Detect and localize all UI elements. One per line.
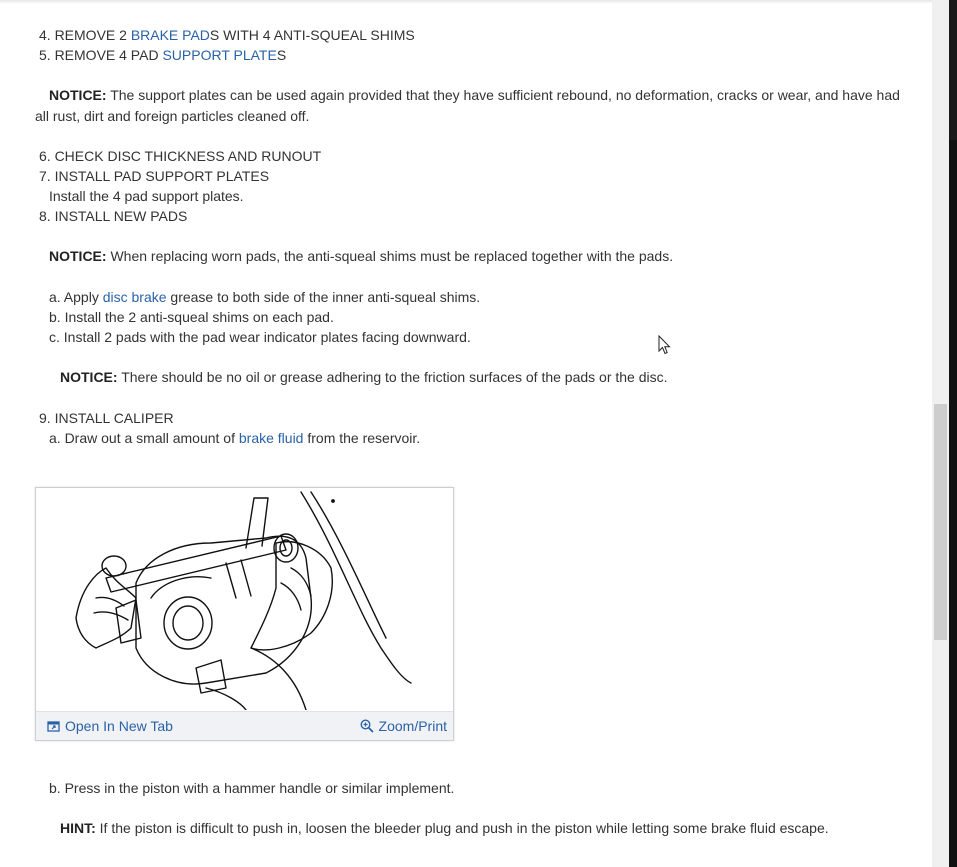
notice-1-label: NOTICE: — [49, 87, 107, 103]
brake-pad-link[interactable]: BRAKE PAD — [130, 27, 210, 43]
notice-3-text: There should be no oil or grease adhering to the friction surfaces of the pads or the disc. — [117, 369, 668, 385]
hint-text: If the piston is difficult to push in, loosen the bleeder plug and push in the piston while letting some brake fluid escape. — [95, 820, 829, 836]
hint-label: HINT: — [60, 820, 96, 836]
caliper-piston-illustration — [36, 488, 453, 710]
step-8a — [49, 287, 480, 307]
step-8a-prefix: a. Apply — [49, 289, 103, 305]
step-9a-prefix: a. Draw out a small amount of — [49, 430, 239, 446]
step-6: 6. CHECK DISC THICKNESS AND RUNOUT — [39, 148, 322, 164]
notice-2 — [49, 246, 673, 266]
step-8c: c. Install 2 pads with the pad wear indicator plates facing downward. — [49, 329, 471, 345]
open-in-new-tab-icon — [47, 720, 60, 733]
window-edge — [949, 140, 957, 867]
step-9: 9. INSTALL CALIPER — [39, 410, 174, 426]
scrollbar-thumb[interactable] — [934, 404, 947, 640]
hint — [60, 818, 829, 838]
step-9a-suffix: from the reservoir. — [303, 430, 421, 446]
notice-1-text: The support plates can be used again provided that they have sufficient rebound, no deformation, cracks or wear, and have had — [106, 87, 900, 103]
step-8: 8. INSTALL NEW PADS — [39, 208, 188, 224]
zoom-print-button[interactable] — [360, 718, 447, 734]
notice-1 — [49, 85, 900, 105]
step-5 — [39, 45, 286, 65]
step-8b: b. Install the 2 anti-squeal shims on each pad. — [49, 309, 334, 325]
open-in-new-tab-label: Open In New Tab — [65, 718, 173, 734]
open-in-new-tab-button[interactable] — [47, 718, 173, 734]
disc-brake-link[interactable]: disc brake — [102, 289, 167, 305]
notice-2-label: NOTICE: — [49, 248, 107, 264]
notice-3 — [60, 367, 668, 387]
vertical-scrollbar[interactable] — [932, 0, 957, 867]
step-9b: b. Press in the piston with a hammer handle or similar implement. — [49, 780, 455, 796]
step-8a-suffix: grease to both side of the inner anti-squeal shims. — [166, 289, 481, 305]
caliper-illustration-figure — [35, 487, 454, 741]
zoom-print-label: Zoom/Print — [378, 718, 447, 734]
step-4 — [39, 25, 415, 45]
support-plate-link[interactable]: SUPPORT PLATE — [162, 47, 277, 63]
notice-1-continued: all rust, dirt and foreign particles cleaned off. — [35, 108, 310, 124]
mouse-cursor-icon — [658, 335, 672, 355]
step-7: 7. INSTALL PAD SUPPORT PLATES — [39, 168, 270, 184]
step-5-suffix: S — [276, 47, 287, 63]
notice-2-text: When replacing worn pads, the anti-squeal shims must be replaced together with the pads. — [106, 248, 674, 264]
step-7-detail: Install the 4 pad support plates. — [49, 188, 244, 204]
top-shadow — [0, 0, 932, 4]
zoom-in-icon — [360, 719, 374, 733]
step-5-prefix: 5. REMOVE 4 PAD — [39, 47, 163, 63]
figure-toolbar — [36, 711, 453, 740]
step-4-suffix: S WITH 4 ANTI-SQUEAL SHIMS — [209, 27, 415, 43]
step-4-prefix: 4. REMOVE 2 — [39, 27, 131, 43]
notice-3-label: NOTICE: — [60, 369, 118, 385]
brake-fluid-link[interactable]: brake fluid — [238, 430, 304, 446]
step-9a — [49, 428, 420, 448]
